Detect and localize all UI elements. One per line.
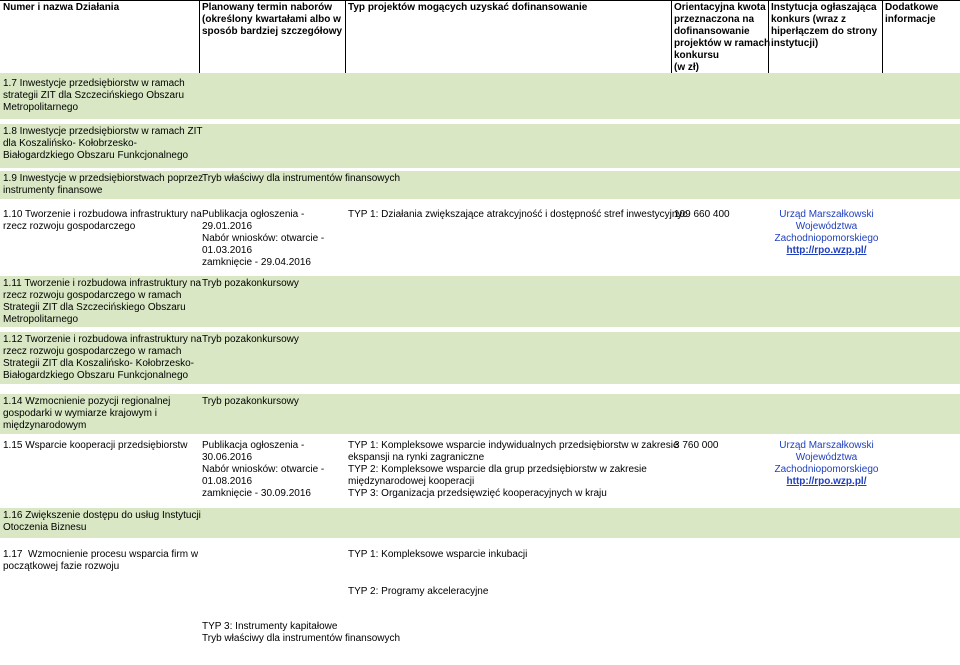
type-1-10: TYP 1: Działania zwiększające atrakcyjność i dostępność stref inwestycyjnyc (348, 209, 688, 220)
header-project-type: Typ projektów mogących uzyskać dofinansowanie (348, 2, 588, 13)
action-1-16: 1.16 Zwiększenie dostępu do usług Instytucji Otoczenia Biznesu (3, 510, 201, 533)
action-1-11: 1.11 Tworzenie i rozbudowa infrastruktury na rzecz rozwoju gospodarczego w ramach Strategii ZIT dla Szczecińskiego Obszaru Metropolitarnego (3, 278, 202, 325)
term-1-12: Tryb pozakonkursowy (202, 334, 299, 345)
type-1-17-typ3: TYP 3: Instrumenty kapitałowe Tryb właściwy dla instrumentów finansowych (202, 621, 401, 644)
type-1-17-typ1: TYP 1: Kompleksowe wsparcie inkubacji (348, 549, 528, 560)
col-divider (199, 0, 200, 73)
col-divider (671, 0, 672, 73)
action-1-14: 1.14 Wzmocnienie pozycji regionalnej gospodarki w wymiarze krajowym i międzynarodowym (3, 396, 171, 431)
action-1-10: 1.10 Tworzenie i rozbudowa infrastruktury na rzecz rozwoju gospodarczego (3, 209, 202, 232)
header-institution: Instytucja ogłaszająca konkurs (wraz z hiperłączem do strony instytucji) (771, 2, 878, 49)
institution-1-10: Urząd Marszałkowski Województwa Zachodniopomorskiego (774, 209, 879, 244)
amount-1-15: 3 760 000 (674, 440, 719, 451)
col-divider (345, 0, 346, 73)
header-bottom-rule (0, 0, 960, 1)
action-1-8: 1.8 Inwestycje przedsiębiorstw w ramach ZIT dla Koszalińsko- Kołobrzesko- Białogardzkiego Obszaru Funkcjonalnego (3, 126, 203, 161)
institution-1-15: Urząd Marszałkowski Województwa Zachodniopomorskiego (774, 440, 879, 475)
type-1-17-typ2: TYP 2: Programy akceleracyjne (348, 586, 489, 597)
header-amount: Orientacyjna kwota przeznaczona na dofinansowanie projektów w ramach konkursu (w zł) (674, 2, 771, 73)
header-additional-info: Dodatkowe informacje (885, 2, 939, 25)
col-divider (882, 0, 883, 73)
term-1-14: Tryb pozakonkursowy (202, 396, 299, 407)
term-1-11: Tryb pozakonkursowy (202, 278, 299, 289)
action-1-7: 1.7 Inwestycje przedsiębiorstw w ramach strategii ZIT dla Szczecińskiego Obszaru Metropolitarnego (3, 78, 185, 113)
amount-1-10: 109 660 400 (674, 209, 730, 220)
type-1-15: TYP 1: Kompleksowe wsparcie indywidualnych przedsiębiorstw w zakresie ekspansji na rynki zagraniczne TYP 2: Kompleksowe wsparcie dla grup przedsiębiorstw w zakresie międzynarodowej kooperacji TYP 3: Organizacja przedsięwzięć kooperacyjnych w kraju (348, 440, 679, 499)
institution-link-1-10[interactable]: http://rpo.wzp.pl/ (786, 245, 867, 256)
term-1-15: Publikacja ogłoszenia - 30.06.2016 Nabór wniosków: otwarcie - 01.08.2016 zamknięcie - 30.09.2016 (202, 440, 325, 499)
header-term: Planowany termin naborów (określony kwartałami albo w sposób bardziej szczegółowy (202, 2, 343, 37)
institution-link-1-15[interactable]: http://rpo.wzp.pl/ (786, 476, 867, 487)
action-1-12: 1.12 Tworzenie i rozbudowa infrastruktury na rzecz rozwoju gospodarczego w ramach Strategii ZIT dla Koszalińsko- Kołobrzesko- Białogardzkiego Obszaru Funkcjonalnego (3, 334, 202, 381)
action-1-15: 1.15 Wsparcie kooperacji przedsiębiorstw (3, 440, 188, 451)
header-action: Numer i nazwa Działania (3, 2, 120, 13)
term-1-10: Publikacja ogłoszenia - 29.01.2016 Nabór wniosków: otwarcie - 01.03.2016 zamknięcie - 29.04.2016 (202, 209, 325, 268)
term-1-9: Tryb właściwy dla instrumentów finansowych (202, 173, 401, 184)
action-1-17: 1.17 Wzmocnienie procesu wsparcia firm w początkowej fazie rozwoju (3, 549, 199, 572)
action-1-9: 1.9 Inwestycje w przedsiębiorstwach poprzez instrumenty finansowe (3, 173, 204, 196)
